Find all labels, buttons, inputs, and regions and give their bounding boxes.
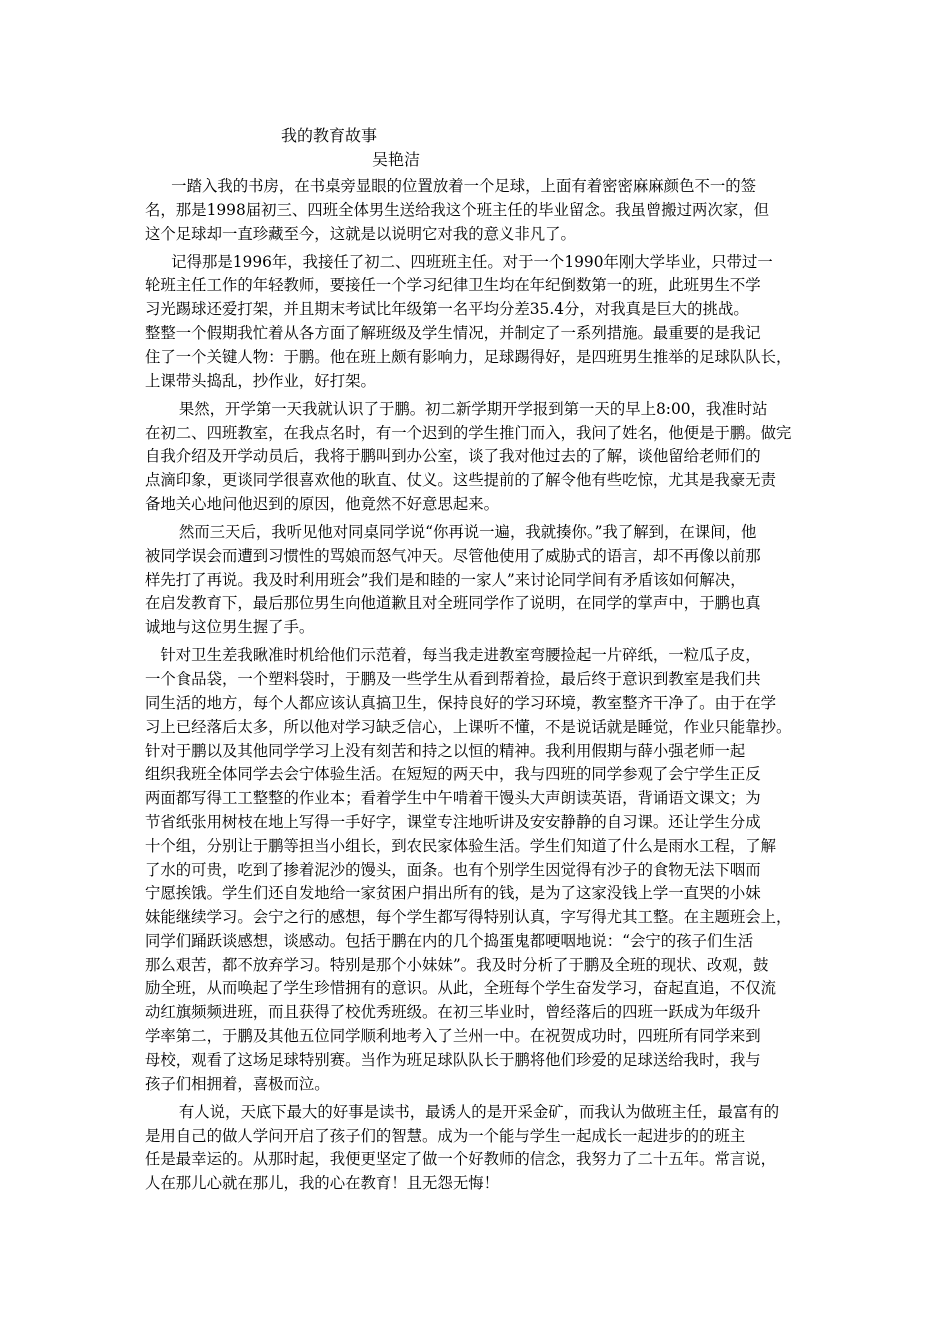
paragraph — [145, 175, 815, 246]
paragraph-line: 孩子们相拥着，喜极而泣。 — [145, 1074, 330, 1093]
paragraph-line: 学率第二，于鹏及其他五位同学顺利地考入了兰州一中。在祝贺成功时，四班所有同学来到 — [145, 1027, 761, 1046]
paragraph-line: 名，那是1998届初三、四班全体男生送给我这个班主任的毕业留念。我虽曾搬过两次家，但 — [145, 200, 770, 219]
paragraph-line: 在启发教育下，最后那位男生向他道歉且对全班同学作了说明，在同学的掌声中，于鹏也真 — [145, 594, 761, 613]
paragraph-line: 点滴印象，更谈同学很喜欢他的耿直、仗义。这些提前的了解令他有些吃惊，尤其是我豪无责 — [145, 471, 777, 490]
paragraph-line: 同学们踊跃谈感想，谈感动。包括于鹏在内的几个捣蛋鬼都哽咽地说：“会宁的孩子们生活 — [145, 931, 754, 950]
paragraph-line: 在初二、四班教室，在我点名时，有一个迟到的学生推门而入，我问了姓名，他便是于鹏。做完 — [145, 423, 792, 442]
paragraph — [145, 398, 815, 517]
paragraph-line: 备地关心地问他迟到的原因，他竟然不好意思起来。 — [145, 494, 499, 513]
paragraph-line: 整整一个假期我忙着从各方面了解班级及学生情况，并制定了一系列措施。最重要的是我记 — [145, 324, 761, 343]
paragraph-line: 任是最幸运的。从那时起，我便更坚定了做一个好教师的信念，我努力了二十五年。常言说， — [145, 1150, 777, 1169]
paragraph-line: 人在那儿心就在那儿，我的心在教育！且无怨无悔！ — [145, 1174, 499, 1193]
paragraph-line: 两面都写得工工整整的作业本；看着学生中午啃着干馒头大声朗读英语，背诵语文课文；为 — [145, 789, 761, 808]
paragraph — [145, 521, 815, 640]
paragraph-line: 轮班主任工作的年轻教师，要接任一个学习纪律卫生均在年纪倒数第一的班，此班男生不学 — [145, 276, 761, 295]
paragraph-line: 有人说，天底下最大的好事是读书，最诱人的是开采金矿，而我认为做班主任，最富有的 — [178, 1102, 780, 1121]
paragraph-line: 然而三天后，我听见他对同桌同学说“你再说一遍，我就揍你。”我了解到，在课间，他 — [178, 523, 757, 542]
paragraph-line: 样先打了再说。我及时利用班会”我们是和睦的一家人”来讨论同学间有矛盾该如何解决， — [145, 570, 746, 589]
paragraph-line: 母校，观看了这场足球特别赛。当作为班足球队队长于鹏将他们珍爱的足球送给我时，我与 — [145, 1050, 761, 1069]
paragraph — [145, 1101, 815, 1196]
paragraph-line: 节省纸张用树枝在地上写得一手好字，课堂专注地听讲及安安静静的自习课。还让学生分成 — [145, 812, 761, 831]
paragraph-line: 针对于鹏以及其他同学学习上没有刻苦和持之以恒的精神。我利用假期与薛小强老师一起 — [145, 741, 746, 760]
paragraph-line: 励全班，从而唤起了学生珍惜拥有的意识。从此，全班每个学生奋发学习，奋起直追，不仅流 — [145, 979, 777, 998]
paragraph-line: 自我介绍及开学动员后，我将于鹏叫到办公室，谈了我对他过去的了解，谈他留给老师们的 — [145, 447, 761, 466]
paragraph-line: 被同学误会而遭到习惯性的骂娘而怒气冲天。尽管他使用了威胁式的语言，却不再像以前那 — [145, 546, 761, 565]
document-author: 吴艳洁 — [372, 150, 421, 169]
paragraph-line: 妹能继续学习。会宁之行的感想，每个学生都写得特别认真，字写得尤其工整。在主题班会上， — [145, 908, 792, 927]
paragraph-line: 习光踢球还爱打架，并且期末考试比年级第一名平均分差35.4分，对我真是巨大的挑战。 — [145, 300, 749, 319]
paragraph-line: 针对卫生差我瞅准时机给他们示范着，每当我走进教室弯腰捡起一片碎纸，一粒瓜子皮， — [160, 646, 761, 665]
paragraph-line: 一个食品袋，一个塑料袋时，于鹏及一些学生从看到帮着捡，最后终于意识到教室是我们共 — [145, 670, 761, 689]
paragraph — [145, 644, 815, 1096]
paragraph-line: 宁愿挨饿。学生们还自发地给一家贫困户捐出所有的钱，是为了这家没钱上学一直哭的小妹 — [145, 884, 761, 903]
paragraph-line: 诚地与这位男生握了手。 — [145, 618, 315, 637]
document-body — [145, 175, 815, 1200]
paragraph-line: 组织我班全体同学去会宁体验生活。在短短的两天中，我与四班的同学参观了会宁学生正反 — [145, 765, 761, 784]
paragraph-line: 那么艰苦，都不放弃学习。特别是那个小妹妹”。我及时分析了于鹏及全班的现状、改观，鼓 — [145, 955, 769, 974]
paragraph-line: 习上已经落后太多，所以他对学习缺乏信心，上课听不懂，不是说话就是睡觉，作业只能靠抄。 — [145, 717, 792, 736]
paragraph-line: 这个足球却一直珍藏至今，这就是以说明它对我的意义非凡了。 — [145, 224, 576, 243]
paragraph-line: 一踏入我的书房，在书桌旁显眼的位置放着一个足球，上面有着密密麻麻颜色不一的签 — [171, 177, 757, 195]
paragraph-line: 同生活的地方，每个人都应该认真搞卫生，保持良好的学习环境，教室整齐干净了。由于在学 — [145, 693, 777, 712]
paragraph-line: 是用自己的做人学问开启了孩子们的智慧。成为一个能与学生一起成长一起进步的的班主 — [145, 1126, 746, 1145]
paragraph-line: 动红旗频频进班，而且获得了校优秀班级。在初三毕业时，曾经落后的四班一跃成为年级升 — [145, 1003, 761, 1022]
paragraph — [145, 251, 815, 394]
document-title: 我的教育故事 — [281, 126, 378, 145]
paragraph-line: 上课带头捣乱，抄作业，好打架。 — [145, 371, 376, 390]
paragraph-line: 果然，开学第一天我就认识了于鹏。初二新学期开学报到第一天的早上8:00，我准时站 — [178, 399, 768, 418]
paragraph-line: 记得那是1996年，我接任了初二、四班班主任。对于一个1990年刚大学毕业，只带过一 — [171, 252, 773, 271]
paragraph-line: 住了一个关键人物：于鹏。他在班上颇有影响力，足球踢得好，是四班男生推举的足球队队长， — [145, 347, 792, 366]
paragraph-line: 十个组，分别让于鹏等担当小组长，到农民家体验生活。学生们知道了什么是雨水工程，了解 — [145, 836, 777, 855]
paragraph-line: 了水的可贵，吃到了掺着泥沙的馒头，面条。也有个别学生因觉得有沙子的食物无法下咽而 — [145, 860, 761, 879]
